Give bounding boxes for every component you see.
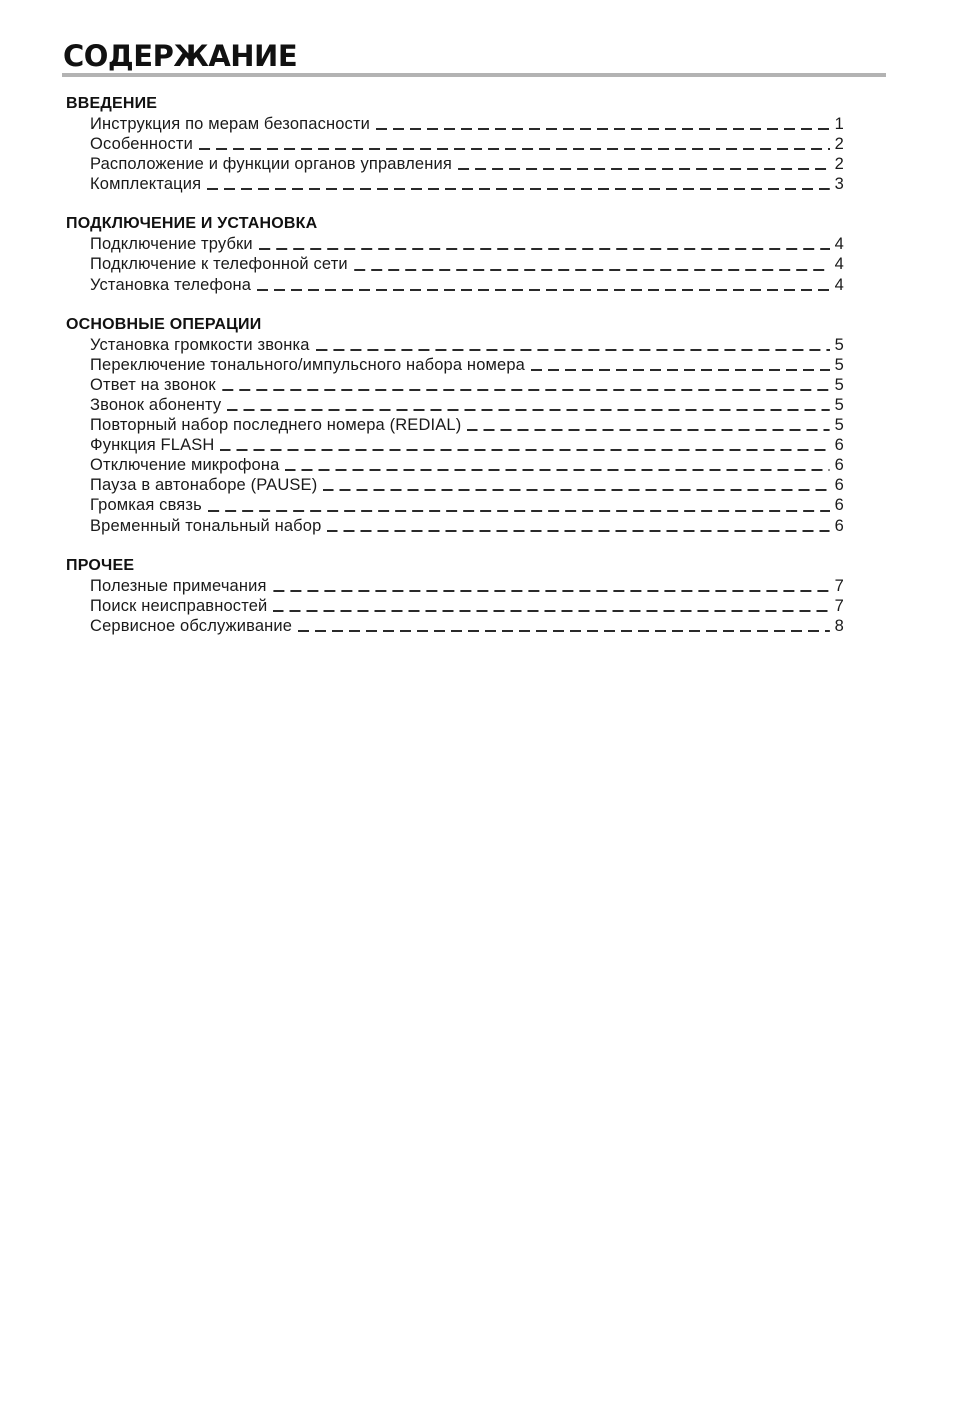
- toc-entry[interactable]: [66, 395, 844, 415]
- toc-entry-label: Подключение к телефонной сети: [90, 255, 348, 274]
- toc-entry[interactable]: [66, 435, 844, 455]
- toc-entry-page: 4: [834, 255, 844, 274]
- toc-entry-label: Инструкция по мерам безопасности: [90, 115, 371, 133]
- dot-leader: [222, 389, 830, 391]
- toc-entry-label: Пауза в автонаборе (PAUSE): [90, 476, 318, 495]
- toc-entry[interactable]: [66, 355, 844, 375]
- toc-section-introduction: [66, 94, 844, 194]
- toc-entry-page: 6: [834, 456, 844, 475]
- dot-leader: [273, 610, 830, 612]
- toc-entry-page: 2: [834, 155, 844, 174]
- dot-leader: [354, 269, 830, 271]
- toc-entry[interactable]: [66, 254, 844, 274]
- dot-leader: [298, 630, 830, 632]
- toc-entry[interactable]: [66, 335, 844, 355]
- dot-leader: [259, 248, 830, 250]
- section-heading: ПРОЧЕЕ: [66, 556, 135, 574]
- toc-entry-page: 7: [834, 596, 844, 615]
- section-heading: ВВЕДЕНИЕ: [66, 95, 158, 112]
- toc-entry-label: Комплектация: [90, 175, 202, 194]
- dot-leader: [199, 148, 830, 150]
- toc-entry[interactable]: [66, 375, 844, 395]
- dot-leader: [227, 409, 830, 411]
- section-heading: ПОДКЛЮЧЕНИЕ И УСТАНОВКА: [66, 215, 318, 233]
- toc-entry-label: Повторный набор последнего номера (REDIAL): [90, 416, 462, 435]
- toc-entry-label: Полезные примечания: [90, 576, 267, 595]
- toc-entry[interactable]: [66, 234, 844, 254]
- dot-leader: [220, 449, 830, 451]
- table-of-contents: [66, 94, 844, 656]
- toc-entry-page: 3: [834, 175, 844, 194]
- dot-leader: [257, 289, 830, 291]
- toc-entry[interactable]: [66, 275, 844, 295]
- toc-entry-label: Установка телефона: [90, 275, 252, 294]
- toc-entry-page: 4: [834, 275, 844, 294]
- toc-entry-page: 5: [834, 416, 844, 435]
- toc-entry-label: Установка громкости звонка: [90, 335, 310, 354]
- toc-entry-label: Громкая связь: [90, 496, 202, 515]
- dot-leader: [208, 510, 830, 512]
- toc-entry[interactable]: [66, 415, 844, 435]
- toc-entry-page: 6: [834, 496, 844, 515]
- dot-leader: [327, 530, 830, 532]
- toc-entry-label: Особенности: [90, 135, 193, 154]
- toc-section-connection: [66, 214, 844, 294]
- toc-entry-label: Переключение тонального/импульсного набора номера: [90, 355, 525, 374]
- toc-section-other: [66, 556, 844, 636]
- dot-leader: [467, 429, 830, 431]
- title-divider: [62, 73, 886, 77]
- toc-entry-label: Подключение трубки: [90, 235, 253, 254]
- dot-leader: [323, 489, 830, 491]
- dot-leader: [316, 349, 830, 351]
- dot-leader: [531, 369, 830, 371]
- toc-entry[interactable]: [66, 154, 844, 174]
- toc-entry[interactable]: [66, 114, 844, 134]
- toc-entry-page: 7: [834, 576, 844, 595]
- toc-entry-page: 5: [834, 335, 844, 354]
- toc-entry[interactable]: [66, 616, 844, 636]
- toc-entry-label: Расположение и функции органов управления: [90, 155, 452, 174]
- toc-entry-label: Ответ на звонок: [90, 375, 216, 394]
- dot-leader: [207, 188, 830, 190]
- toc-entry-page: 5: [834, 395, 844, 414]
- toc-entry-page: 5: [834, 355, 844, 374]
- dot-leader: [285, 469, 830, 471]
- toc-entry-page: 1: [834, 115, 844, 133]
- dot-leader: [458, 168, 830, 170]
- toc-entry-label: Поиск неисправностей: [90, 596, 268, 615]
- dot-leader: [376, 128, 830, 130]
- toc-entry[interactable]: [66, 516, 844, 536]
- toc-section-basic-operations: [66, 315, 844, 536]
- toc-entry-label: Временный тональный набор: [90, 516, 322, 535]
- dot-leader: [273, 590, 830, 592]
- toc-entry[interactable]: [66, 576, 844, 596]
- toc-entry-label: Отключение микрофона: [90, 456, 280, 475]
- toc-entry-label: Звонок абоненту: [90, 395, 222, 414]
- toc-entry-page: 6: [834, 436, 844, 455]
- section-heading: ОСНОВНЫЕ ОПЕРАЦИИ: [66, 315, 262, 333]
- toc-entry[interactable]: [66, 455, 844, 475]
- toc-entry[interactable]: [66, 134, 844, 154]
- toc-entry-page: 4: [834, 235, 844, 254]
- toc-entry-page: 5: [834, 375, 844, 394]
- toc-entry-page: 6: [834, 516, 844, 535]
- toc-entry[interactable]: [66, 475, 844, 495]
- toc-entry-page: 8: [834, 616, 844, 635]
- toc-entry[interactable]: [66, 174, 844, 194]
- page-title: СОДЕРЖАНИЕ: [63, 39, 298, 73]
- toc-entry-label: Функция FLASH: [90, 436, 215, 455]
- toc-entry[interactable]: [66, 495, 844, 515]
- toc-entry-page: 2: [834, 135, 844, 154]
- toc-entry-label: Сервисное обслуживание: [90, 616, 293, 635]
- toc-entry-page: 6: [834, 476, 844, 495]
- toc-entry[interactable]: [66, 596, 844, 616]
